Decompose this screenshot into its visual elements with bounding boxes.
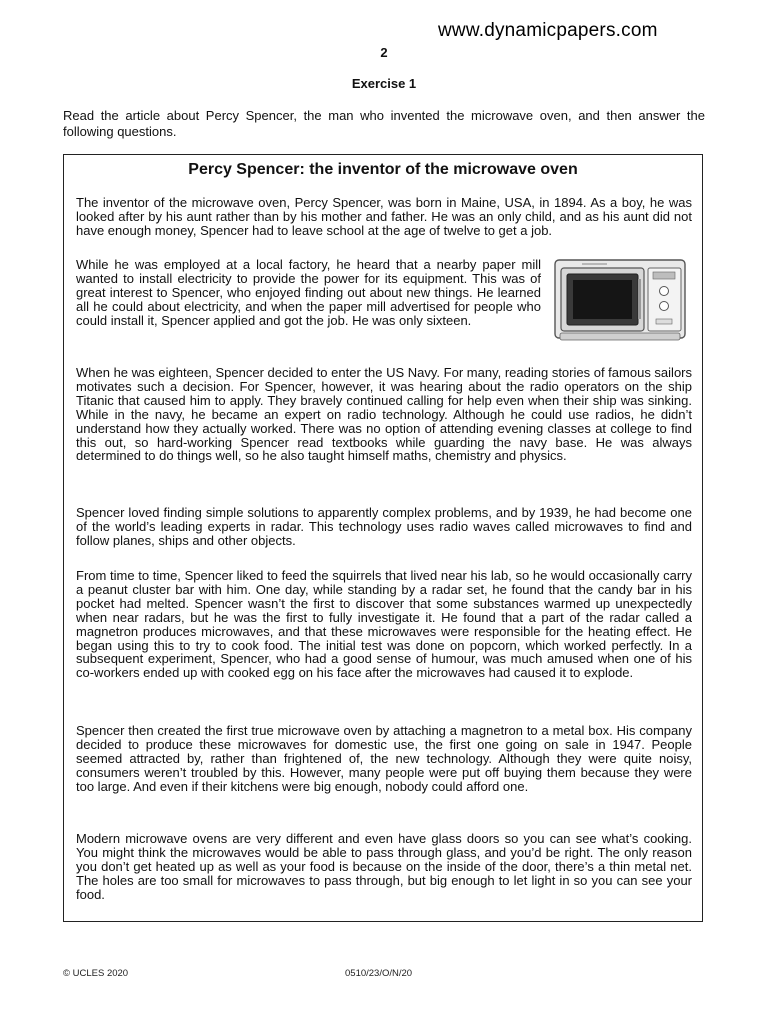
article-paragraph-6: Spencer then created the first true microwave oven by attaching a magnetron to a metal box. His company decided to produce these microwaves for domestic use, the first one going on sale in 1947. People seemed attracted by, rather than frightened of, the new technology. Although they were quite noisy, consumers weren’t troubled by this. However, many people were put off buying them because they were too large. And even if their kitchens were big enough, nobody could afford one. — [76, 723, 692, 794]
intro-text: Read the article about Percy Spencer, the man who invented the microwave oven, and then answer the following questions. — [63, 108, 705, 139]
website-url: www.dynamicpapers.com — [438, 20, 658, 41]
footer-copyright: © UCLES 2020 — [63, 968, 129, 979]
article-box — [63, 154, 703, 922]
exercise-title: Exercise 1 — [351, 76, 417, 91]
footer-paper-code: 0510/23/O/N/20 — [345, 968, 413, 979]
article-paragraph-4: Spencer loved finding simple solutions to apparently complex problems, and by 1939, he had become one of the world’s leading experts in radar. This technology uses radio waves called microwaves to find and follow planes, ships and other objects. — [76, 505, 692, 548]
microwave-oven-icon — [552, 257, 688, 343]
article-paragraph-5: From time to time, Spencer liked to feed the squirrels that lived near his lab, so he would occasionally carry a peanut cluster bar with him. One day, while standing by a radar set, he found that the candy bar in his pocket had melted. Spencer wasn’t the first to discover that some substances warmed up unexpectedly when near radars, but he was the first to fully investigate it. He found that a part of the radar called a magnetron produces microwaves, and that these microwaves were responsible for the heating effect. He began using this to try to cook food. The initial test was done on popcorn, which worked perfectly. In a subsequent experiment, Spencer, who had a good sense of humour, was much amused when one of his co-workers ended up with cooked egg on his face after the microwaves had caused it to explode. — [76, 568, 692, 681]
article-paragraph-2: While he was employed at a local factory, he heard that a nearby paper mill wanted to install electricity to provide the power for its equipment. This was of great interest to Spencer, who enjoyed finding out about new things. He learned all he could about electricity, and when the paper mill advertised for people who could install it, Spencer applied and got the job. He was only sixteen. — [76, 257, 541, 328]
article-paragraph-7: Modern microwave ovens are very different and even have glass doors so you can see what’s cooking. You might think the microwaves would be able to pass through glass, and you’d be right. The only reason you don’t get heated up as well as your food is because on the inside of the door, there’s a thin metal net. The holes are too small for microwaves to pass through, but big enough to let light in so you can see your food. — [76, 831, 692, 902]
article-paragraph-1: The inventor of the microwave oven, Percy Spencer, was born in Maine, USA, in 1894. As a boy, he was looked after by his aunt rather than by his mother and father. He was an only child, and as his aunt did not have enough money, Spencer had to leave school at the age of twelve to get a job. — [76, 195, 692, 238]
article-title: Percy Spencer: the inventor of the microwave oven — [188, 161, 578, 178]
article-paragraph-3: When he was eighteen, Spencer decided to enter the US Navy. For many, reading stories of famous sailors motivates such a decision. For Spencer, however, it was hearing about the radio operators on the ship Titanic that caused him to apply. They bravely continued calling for help even when their ship was sinking. While in the navy, he became an expert on radio technology. Although he could use radios, he didn’t understand how they actually worked. There was no option of attending evening classes at college to find this out, so hard-working Spencer read textbooks while guarding the navy base. He was always determined to do things well, so he also taught himself maths, chemistry and physics. — [76, 365, 692, 464]
page-number: 2 — [380, 45, 388, 60]
